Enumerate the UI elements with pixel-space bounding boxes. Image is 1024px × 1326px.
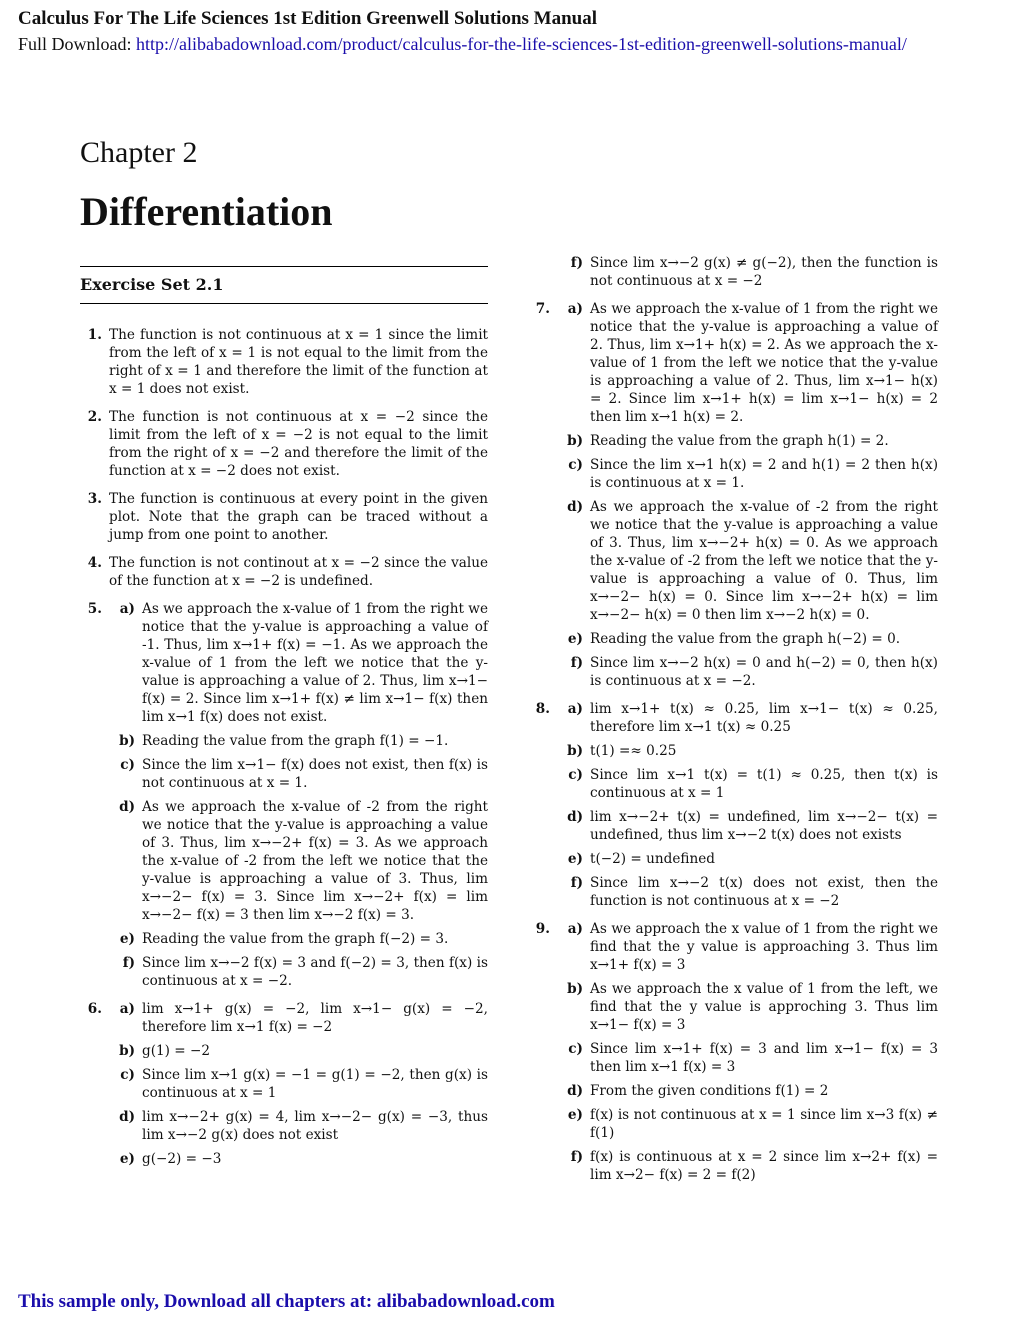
problem-text: The function is not continout at x = −2 since the value of the function at x = −2 is undefined. [109,555,488,589]
part-text: lim x→−2+ g(x) = 4, lim x→−2− g(x) = −3, thus lim x→−2 g(x) does not exist [142,1109,488,1143]
problem-6-continued [528,254,938,290]
part-text: From the given conditions f(1) = 2 [590,1083,829,1099]
part-e [557,1106,938,1142]
problem-3 [80,490,488,544]
part-label: d) [119,1109,135,1125]
part-text: Since lim x→1 t(x) = t(1) ≈ 0.25, then t(x) is continuous at x = 1 [590,767,938,801]
part-label: a) [119,601,135,617]
part-a [109,600,488,726]
part-b [109,732,488,750]
part-label: e) [567,851,583,867]
part-text: lim x→−2+ t(x) = undefined, lim x→−2− t(x) = undefined, thus lim x→−2 t(x) does not exists [590,809,938,843]
problem-9 [528,920,938,1184]
part-label: c) [568,457,583,473]
part-text: Reading the value from the graph h(1) = 2. [590,433,889,449]
part-label: d) [119,799,135,815]
part-b [557,742,938,760]
part-text: As we approach the x value of 1 from the right we find that the y value is approaching 3. Thus lim x→1+ f(x) = 3 [590,921,938,973]
part-d [109,1108,488,1144]
part-label: a) [567,301,583,317]
left-column [80,326,488,1178]
right-column [528,254,938,1194]
download-line [18,34,907,55]
part-text: Since lim x→−2 h(x) = 0 and h(−2) = 0, then h(x) is continuous at x = −2. [590,655,938,689]
part-text: t(−2) = undefined [590,851,715,867]
banner-title: Calculus For The Life Sciences 1st Edition Greenwell Solutions Manual [18,8,598,29]
part-label: c) [120,1067,135,1083]
part-e [557,630,938,648]
part-b [557,432,938,450]
problem-number: 6. [87,1001,102,1017]
part-b [557,980,938,1034]
part-e [109,1150,488,1168]
part-e [557,850,938,868]
download-link[interactable]: http://alibabadownload.com/product/calculus-for-the-life-sciences-1st-edition-greenwell-solutions-manual/ [136,34,907,54]
problem-number: 5. [87,601,102,617]
footer-download-note[interactable]: This sample only, Download all chapters at: alibabadownload.com [18,1291,555,1312]
part-c [557,456,938,492]
problem-number: 8. [535,701,550,717]
problem-number: 7. [535,301,550,317]
part-label: c) [568,1041,583,1057]
problem-text: The function is continuous at every point in the given plot. Note that the graph can be traced without a jump from one point to another. [109,491,488,543]
part-f [109,954,488,990]
problem-number: 1. [87,327,102,343]
part-d [109,798,488,924]
part-label: e) [119,1151,135,1167]
part-text: Since lim x→−2 f(x) = 3 and f(−2) = 3, then f(x) is continuous at x = −2. [142,955,488,989]
part-text: Since lim x→−2 g(x) ≠ g(−2), then the function is not continuous at x = −2 [590,255,938,289]
part-a [109,1000,488,1036]
problem-number: 3. [87,491,102,507]
part-text: f(x) is continuous at x = 2 since lim x→2+ f(x) = lim x→2− f(x) = 2 = f(2) [590,1149,938,1183]
part-text: As we approach the x value of 1 from the left, we find that the y value is approching 3. Thus lim x→1− f(x) = 3 [590,981,938,1033]
problem-5 [80,600,488,990]
part-label: a) [567,701,583,717]
problem-4 [80,554,488,590]
part-text: Reading the value from the graph h(−2) = 0. [590,631,901,647]
part-e [109,930,488,948]
part-label: b) [567,981,583,997]
part-c [109,1066,488,1102]
part-text: As we approach the x-value of 1 from the right we notice that the y-value is approaching a value of -1. Thus, lim x→1+ f(x) = −1. As we approach the x-value of 1 from the left we notice that the y-value is approaching a value of 2. Thus, lim x→1− f(x) = 2. Since lim x→1+ f(x) ≠ lim x→1− f(x) then lim x→1 f(x) does not exist. [142,601,488,725]
part-f [557,1148,938,1184]
part-label: f) [570,255,583,271]
part-label: d) [567,499,583,515]
part-label: f) [122,955,135,971]
part-text: Since lim x→1+ f(x) = 3 and lim x→1− f(x) = 3 then lim x→1 f(x) = 3 [590,1041,938,1075]
part-label: d) [567,809,583,825]
part-a [557,700,938,736]
chapter-label: Chapter 2 [80,136,198,169]
part-label: e) [567,631,583,647]
download-prefix: Full Download: [18,34,137,54]
part-text: g(−2) = −3 [142,1151,222,1167]
part-f [557,654,938,690]
problem-text: The function is not continuous at x = 1 since the limit from the left of x = 1 is not equal to the limit from the right of x = 1 and therefore the limit of the function at x = 1 does not exist. [109,327,488,397]
part-d [557,1082,938,1100]
part-label: c) [568,767,583,783]
problem-number: 2. [87,409,102,425]
problem-2 [80,408,488,480]
part-c [109,756,488,792]
part-label: b) [119,733,135,749]
part-text: f(x) is not continuous at x = 1 since lim x→3 f(x) ≠ f(1) [590,1107,938,1141]
part-text: As we approach the x-value of -2 from the right we notice that the y-value is approaching a value of 3. Thus, lim x→−2+ h(x) = 0. As we approach the x-value of -2 from the left we notice that the y-value is approaching a value of 0. Thus, lim x→−2− h(x) = 0. Since lim x→−2+ h(x) = lim x→−2− h(x) = 0 then lim x→−2 h(x) = 0. [590,499,938,623]
part-label: a) [567,921,583,937]
part-text: Since the lim x→1 h(x) = 2 and h(1) = 2 then h(x) is continuous at x = 1. [590,457,938,491]
problem-7 [528,300,938,690]
part-a [557,920,938,974]
part-label: b) [567,433,583,449]
part-label: b) [567,743,583,759]
exercise-set-header [80,266,488,304]
part-text: g(1) = −2 [142,1043,211,1059]
problem-6 [80,1000,488,1168]
part-text: Since the lim x→1− f(x) does not exist, then f(x) is not continuous at x = 1. [142,757,488,791]
part-text: Reading the value from the graph f(−2) = 3. [142,931,449,947]
part-label: e) [119,931,135,947]
part-label: f) [570,1149,583,1165]
part-text: Since lim x→1 g(x) = −1 = g(1) = −2, then g(x) is continuous at x = 1 [142,1067,488,1101]
part-c [557,1040,938,1076]
part-f [557,254,938,290]
part-label: f) [570,875,583,891]
part-label: a) [119,1001,135,1017]
part-text: t(1) =≈ 0.25 [590,743,677,759]
part-b [109,1042,488,1060]
problem-text: The function is not continuous at x = −2 since the limit from the left of x = −2 is not equal to the limit from the right of x = −2 and therefore the limit of the function at x = −2 does not exist. [109,409,488,479]
part-text: Reading the value from the graph f(1) = −1. [142,733,449,749]
part-text: lim x→1+ t(x) ≈ 0.25, lim x→1− t(x) ≈ 0.25, therefore lim x→1 t(x) ≈ 0.25 [590,701,938,735]
part-text: lim x→1+ g(x) = −2, lim x→1− g(x) = −2, therefore lim x→1 f(x) = −2 [142,1001,488,1035]
part-text: As we approach the x-value of -2 from the right we notice that the y-value is approaching a value of 3. Thus, lim x→−2+ f(x) = 3. As we approach the x-value of -2 from the left we notice that the y-value is approaching a value of 3. Thus, lim x→−2− f(x) = 3. Since lim x→−2+ f(x) = lim x→−2− f(x) = 3 then lim x→−2 f(x) = 3. [142,799,488,923]
part-label: d) [567,1083,583,1099]
exercise-set-title: Exercise Set 2.1 [80,275,224,294]
part-label: f) [570,655,583,671]
part-c [557,766,938,802]
part-d [557,808,938,844]
part-label: b) [119,1043,135,1059]
part-text: Since lim x→−2 t(x) does not exist, then the function is not continuous at x = −2 [590,875,938,909]
problem-number: 9. [535,921,550,937]
problem-1 [80,326,488,398]
part-label: c) [120,757,135,773]
chapter-title: Differentiation [80,189,333,234]
part-text: As we approach the x-value of 1 from the right we notice that the y-value is approaching a value of 2. Thus, lim x→1+ h(x) = 2. As we approach the x-value of 1 from the left we notice that the y-value is approaching a value of 2. Thus, lim x→1− h(x) = 2. Since lim x→1+ h(x) = lim x→1− h(x) = 2 then lim x→1 h(x) = 2. [590,301,938,425]
problem-number: 4. [87,555,102,571]
problem-8 [528,700,938,910]
part-d [557,498,938,624]
part-f [557,874,938,910]
part-label: e) [567,1107,583,1123]
part-a [557,300,938,426]
